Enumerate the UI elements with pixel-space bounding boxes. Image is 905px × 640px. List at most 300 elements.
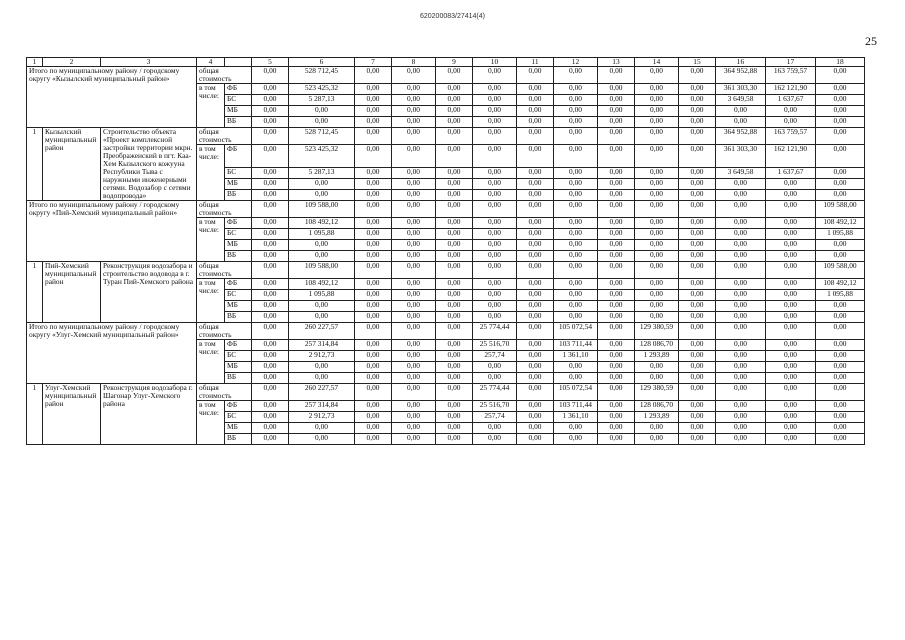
value-cell: 0,00	[816, 67, 865, 84]
table-row	[27, 67, 865, 84]
value-cell: 0,00	[517, 362, 554, 373]
value-cell: 0,00	[716, 434, 766, 445]
value-cell: 0,00	[392, 179, 436, 190]
value-cell: 0,00	[716, 279, 766, 290]
value-cell: 0,00	[635, 179, 679, 190]
value-cell: 0,00	[716, 201, 766, 218]
value-cell: 0,00	[816, 434, 865, 445]
value-cell: 0,00	[679, 423, 716, 434]
value-cell: 0,00	[679, 229, 716, 240]
value-cell: 1 637,67	[766, 95, 816, 106]
value-cell: 0,00	[517, 401, 554, 412]
value-cell: 0,00	[436, 279, 473, 290]
value-cell: 0,00	[473, 301, 517, 312]
value-cell: 0,00	[517, 312, 554, 323]
value-cell: 0,00	[816, 128, 865, 145]
source-code: БС	[225, 290, 252, 301]
value-cell: 0,00	[436, 145, 473, 168]
value-cell: 0,00	[766, 262, 816, 279]
value-cell: 162 121,90	[766, 145, 816, 168]
value-cell: 0,00	[716, 423, 766, 434]
value-cell: 0,00	[252, 412, 289, 423]
value-cell: 0,00	[766, 290, 816, 301]
value-cell: 0,00	[473, 117, 517, 128]
document-id: 620200083/27414(4)	[419, 13, 485, 20]
value-cell: 0,00	[598, 312, 635, 323]
value-cell: 0,00	[766, 423, 816, 434]
value-cell: 0,00	[436, 218, 473, 229]
value-cell: 0,00	[716, 190, 766, 201]
value-cell: 0,00	[766, 201, 816, 218]
value-cell: 0,00	[517, 373, 554, 384]
value-cell: 0,00	[635, 190, 679, 201]
value-cell: 0,00	[635, 67, 679, 84]
value-cell: 0,00	[635, 279, 679, 290]
value-cell: 0,00	[598, 168, 635, 179]
value-cell: 108 492,12	[816, 218, 865, 229]
value-cell: 25 516,70	[473, 340, 517, 351]
value-cell: 0,00	[289, 362, 355, 373]
value-cell: 0,00	[252, 201, 289, 218]
value-cell: 0,00	[517, 229, 554, 240]
value-cell: 0,00	[554, 190, 598, 201]
value-cell: 0,00	[517, 218, 554, 229]
value-cell: 0,00	[355, 340, 392, 351]
summary-title: Итого по муниципальному району / городскому округу «Пий-Хемский муниципальный район»	[27, 201, 197, 262]
value-cell: 0,00	[252, 323, 289, 340]
value-cell: 0,00	[252, 401, 289, 412]
value-cell: 0,00	[554, 95, 598, 106]
value-cell: 0,00	[392, 95, 436, 106]
value-cell: 0,00	[436, 301, 473, 312]
value-cell: 0,00	[635, 84, 679, 95]
source-code: МБ	[225, 423, 252, 434]
source-code: БС	[225, 168, 252, 179]
source-code: МБ	[225, 362, 252, 373]
header-cell: 12	[554, 58, 598, 67]
value-cell: 0,00	[598, 412, 635, 423]
value-cell: 0,00	[517, 179, 554, 190]
value-cell: 0,00	[766, 401, 816, 412]
value-cell: 0,00	[517, 201, 554, 218]
value-cell: 0,00	[355, 373, 392, 384]
value-cell: 108 492,12	[816, 279, 865, 290]
value-cell: 0,00	[252, 423, 289, 434]
cost-label: общая стоимость	[197, 67, 252, 84]
value-cell: 0,00	[716, 251, 766, 262]
value-cell: 0,00	[473, 290, 517, 301]
value-cell: 0,00	[554, 128, 598, 145]
source-code: МБ	[225, 179, 252, 190]
value-cell: 0,00	[252, 106, 289, 117]
value-cell: 0,00	[554, 218, 598, 229]
value-cell: 0,00	[289, 179, 355, 190]
value-cell: 0,00	[598, 279, 635, 290]
value-cell: 0,00	[289, 117, 355, 128]
value-cell: 0,00	[436, 106, 473, 117]
source-code: ФБ	[225, 218, 252, 229]
value-cell: 0,00	[716, 229, 766, 240]
value-cell: 0,00	[289, 312, 355, 323]
value-cell: 0,00	[679, 434, 716, 445]
value-cell: 0,00	[392, 373, 436, 384]
value-cell: 3 649,58	[716, 168, 766, 179]
value-cell: 361 303,30	[716, 84, 766, 95]
value-cell: 0,00	[252, 434, 289, 445]
value-cell: 0,00	[635, 362, 679, 373]
cost-label: общая стоимость	[197, 262, 252, 279]
value-cell: 1 361,10	[554, 351, 598, 362]
value-cell: 0,00	[517, 262, 554, 279]
source-code: ФБ	[225, 145, 252, 168]
header-cell: 2	[43, 58, 101, 67]
value-cell: 1 095,88	[816, 229, 865, 240]
value-cell: 0,00	[554, 106, 598, 117]
value-cell: 109 588,00	[289, 262, 355, 279]
value-cell: 0,00	[766, 362, 816, 373]
value-cell: 0,00	[716, 240, 766, 251]
value-cell: 0,00	[766, 229, 816, 240]
value-cell: 0,00	[816, 190, 865, 201]
value-cell: 129 380,59	[635, 384, 679, 401]
value-cell: 0,00	[598, 201, 635, 218]
value-cell: 0,00	[355, 117, 392, 128]
value-cell: 0,00	[392, 312, 436, 323]
value-cell: 0,00	[517, 251, 554, 262]
value-cell: 0,00	[252, 312, 289, 323]
row-number: 1	[27, 384, 43, 445]
value-cell: 0,00	[766, 351, 816, 362]
source-code: ВБ	[225, 251, 252, 262]
value-cell: 0,00	[554, 201, 598, 218]
value-cell: 0,00	[252, 84, 289, 95]
value-cell: 103 711,44	[554, 340, 598, 351]
value-cell: 0,00	[392, 362, 436, 373]
value-cell: 0,00	[766, 279, 816, 290]
value-cell: 0,00	[392, 128, 436, 145]
header-cell: 10	[473, 58, 517, 67]
value-cell: 0,00	[598, 117, 635, 128]
value-cell: 0,00	[473, 106, 517, 117]
source-code: ФБ	[225, 279, 252, 290]
value-cell: 0,00	[598, 423, 635, 434]
value-cell: 0,00	[473, 201, 517, 218]
header-cell: 4	[197, 58, 225, 67]
value-cell: 162 121,90	[766, 84, 816, 95]
value-cell: 0,00	[554, 84, 598, 95]
value-cell: 0,00	[252, 373, 289, 384]
cost-label: общая стоимость	[197, 384, 252, 401]
value-cell: 0,00	[635, 117, 679, 128]
value-cell: 0,00	[436, 290, 473, 301]
value-cell: 0,00	[392, 323, 436, 340]
value-cell: 0,00	[392, 423, 436, 434]
value-cell: 0,00	[473, 179, 517, 190]
value-cell: 0,00	[392, 67, 436, 84]
value-cell: 0,00	[679, 290, 716, 301]
row-number: 1	[27, 128, 43, 201]
value-cell: 0,00	[517, 323, 554, 340]
value-cell: 0,00	[473, 168, 517, 179]
value-cell: 0,00	[716, 312, 766, 323]
value-cell: 0,00	[252, 262, 289, 279]
source-code: ВБ	[225, 373, 252, 384]
value-cell: 0,00	[436, 401, 473, 412]
value-cell: 0,00	[473, 373, 517, 384]
value-cell: 0,00	[289, 106, 355, 117]
table-row	[27, 128, 865, 145]
value-cell: 0,00	[355, 218, 392, 229]
district-name: Пий-Хемский муниципальный район	[43, 262, 101, 323]
value-cell: 0,00	[598, 362, 635, 373]
value-cell: 0,00	[252, 251, 289, 262]
value-cell: 0,00	[679, 218, 716, 229]
value-cell: 0,00	[816, 168, 865, 179]
value-cell: 0,00	[679, 117, 716, 128]
value-cell: 0,00	[436, 384, 473, 401]
value-cell: 0,00	[716, 323, 766, 340]
value-cell: 0,00	[635, 229, 679, 240]
value-cell: 0,00	[716, 262, 766, 279]
value-cell: 0,00	[554, 179, 598, 190]
source-code: ФБ	[225, 340, 252, 351]
value-cell: 0,00	[392, 190, 436, 201]
value-cell: 129 380,59	[635, 323, 679, 340]
value-cell: 0,00	[598, 262, 635, 279]
value-cell: 0,00	[766, 190, 816, 201]
value-cell: 0,00	[436, 229, 473, 240]
value-cell: 0,00	[517, 67, 554, 84]
value-cell: 0,00	[816, 351, 865, 362]
value-cell: 0,00	[716, 117, 766, 128]
value-cell: 0,00	[436, 117, 473, 128]
value-cell: 0,00	[392, 384, 436, 401]
value-cell: 0,00	[252, 67, 289, 84]
value-cell: 1 095,88	[289, 290, 355, 301]
value-cell: 0,00	[679, 412, 716, 423]
source-code: ВБ	[225, 190, 252, 201]
value-cell: 0,00	[679, 373, 716, 384]
header-cell: 6	[289, 58, 355, 67]
value-cell: 0,00	[517, 145, 554, 168]
value-cell: 0,00	[679, 340, 716, 351]
value-cell: 0,00	[436, 190, 473, 201]
value-cell: 0,00	[436, 168, 473, 179]
value-cell: 0,00	[252, 301, 289, 312]
value-cell: 0,00	[289, 251, 355, 262]
value-cell: 0,00	[392, 106, 436, 117]
value-cell: 0,00	[252, 351, 289, 362]
value-cell: 0,00	[252, 384, 289, 401]
value-cell: 1 293,89	[635, 351, 679, 362]
incl-label: в том числе:	[197, 84, 225, 128]
header-cell: 18	[816, 58, 865, 67]
value-cell: 0,00	[355, 240, 392, 251]
value-cell: 0,00	[554, 168, 598, 179]
value-cell: 0,00	[679, 67, 716, 84]
value-cell: 0,00	[716, 351, 766, 362]
value-cell: 0,00	[517, 279, 554, 290]
value-cell: 0,00	[355, 84, 392, 95]
source-code: МБ	[225, 106, 252, 117]
value-cell: 0,00	[554, 229, 598, 240]
value-cell: 0,00	[392, 168, 436, 179]
value-cell: 0,00	[598, 401, 635, 412]
incl-label: в том числе:	[197, 218, 225, 262]
header-cell: 11	[517, 58, 554, 67]
value-cell: 0,00	[766, 218, 816, 229]
value-cell: 0,00	[635, 301, 679, 312]
value-cell: 0,00	[598, 229, 635, 240]
value-cell: 0,00	[355, 351, 392, 362]
value-cell: 0,00	[355, 145, 392, 168]
value-cell: 0,00	[635, 201, 679, 218]
value-cell: 0,00	[598, 434, 635, 445]
value-cell: 0,00	[598, 240, 635, 251]
value-cell: 0,00	[716, 412, 766, 423]
value-cell: 0,00	[816, 373, 865, 384]
value-cell: 0,00	[436, 179, 473, 190]
table-row	[27, 323, 865, 340]
value-cell: 0,00	[554, 301, 598, 312]
value-cell: 0,00	[635, 240, 679, 251]
value-cell: 0,00	[816, 179, 865, 190]
value-cell: 163 759,57	[766, 67, 816, 84]
value-cell: 0,00	[355, 251, 392, 262]
value-cell: 0,00	[289, 423, 355, 434]
value-cell: 0,00	[436, 434, 473, 445]
value-cell: 0,00	[392, 240, 436, 251]
incl-label: в том числе:	[197, 279, 225, 323]
incl-label: в том числе:	[197, 401, 225, 445]
value-cell: 0,00	[554, 312, 598, 323]
value-cell: 0,00	[679, 384, 716, 401]
value-cell: 0,00	[517, 106, 554, 117]
value-cell: 0,00	[517, 423, 554, 434]
value-cell: 0,00	[436, 84, 473, 95]
project-name: Строительство объекта «Проект комплексной застройки территории мкрн. Преображенский в пгт. Каа-Хем Кызылского кожууна Республики Тыва с наружными инженерными сетями. Водозабор с сетями водопровода»	[101, 128, 197, 201]
value-cell: 0,00	[289, 301, 355, 312]
value-cell: 0,00	[252, 229, 289, 240]
value-cell: 0,00	[766, 312, 816, 323]
value-cell: 0,00	[392, 251, 436, 262]
value-cell: 0,00	[598, 128, 635, 145]
value-cell: 0,00	[473, 95, 517, 106]
value-cell: 0,00	[473, 145, 517, 168]
value-cell: 528 712,45	[289, 128, 355, 145]
value-cell: 1 637,67	[766, 168, 816, 179]
header-cell: 5	[252, 58, 289, 67]
value-cell: 0,00	[679, 106, 716, 117]
incl-label: в том числе:	[197, 340, 225, 384]
cost-label: общая стоимость	[197, 128, 252, 145]
value-cell: 5 287,13	[289, 95, 355, 106]
value-cell: 0,00	[598, 84, 635, 95]
value-cell: 0,00	[436, 323, 473, 340]
value-cell: 0,00	[598, 179, 635, 190]
value-cell: 0,00	[679, 323, 716, 340]
header-cell: 14	[635, 58, 679, 67]
value-cell: 0,00	[473, 423, 517, 434]
summary-title: Итого по муниципальному району / городскому округу «Кызылский муниципальный район»	[27, 67, 197, 128]
header-cell: 15	[679, 58, 716, 67]
value-cell: 0,00	[392, 301, 436, 312]
value-cell: 0,00	[473, 190, 517, 201]
value-cell: 0,00	[598, 373, 635, 384]
source-code: ВБ	[225, 434, 252, 445]
value-cell: 1 095,88	[289, 229, 355, 240]
value-cell: 0,00	[355, 412, 392, 423]
value-cell: 103 711,44	[554, 401, 598, 412]
value-cell: 0,00	[554, 423, 598, 434]
value-cell: 260 227,57	[289, 384, 355, 401]
value-cell: 0,00	[635, 312, 679, 323]
incl-label: в том числе:	[197, 145, 225, 201]
value-cell: 0,00	[816, 106, 865, 117]
table-row	[27, 201, 865, 218]
value-cell: 0,00	[598, 145, 635, 168]
value-cell: 0,00	[816, 301, 865, 312]
table-body	[27, 58, 865, 445]
source-code: ФБ	[225, 84, 252, 95]
value-cell: 0,00	[517, 301, 554, 312]
value-cell: 0,00	[473, 251, 517, 262]
value-cell: 0,00	[436, 240, 473, 251]
value-cell: 0,00	[252, 190, 289, 201]
value-cell: 128 086,70	[635, 340, 679, 351]
value-cell: 0,00	[436, 340, 473, 351]
value-cell: 0,00	[554, 362, 598, 373]
value-cell: 0,00	[716, 179, 766, 190]
value-cell: 0,00	[392, 201, 436, 218]
header-cell: 1	[27, 58, 43, 67]
value-cell: 0,00	[679, 312, 716, 323]
value-cell: 0,00	[598, 67, 635, 84]
value-cell: 0,00	[473, 67, 517, 84]
value-cell: 0,00	[436, 423, 473, 434]
value-cell: 0,00	[473, 229, 517, 240]
value-cell: 0,00	[392, 279, 436, 290]
value-cell: 0,00	[473, 218, 517, 229]
value-cell: 0,00	[554, 262, 598, 279]
value-cell: 0,00	[436, 412, 473, 423]
value-cell: 0,00	[473, 128, 517, 145]
value-cell: 105 072,54	[554, 323, 598, 340]
value-cell: 0,00	[598, 351, 635, 362]
value-cell: 105 072,54	[554, 384, 598, 401]
value-cell: 0,00	[816, 240, 865, 251]
value-cell: 0,00	[436, 251, 473, 262]
value-cell: 0,00	[473, 279, 517, 290]
header-row	[27, 58, 865, 67]
value-cell: 0,00	[289, 434, 355, 445]
value-cell: 0,00	[517, 240, 554, 251]
value-cell: 0,00	[252, 95, 289, 106]
source-code: БС	[225, 95, 252, 106]
value-cell: 0,00	[392, 351, 436, 362]
value-cell: 0,00	[252, 128, 289, 145]
value-cell: 0,00	[517, 340, 554, 351]
value-cell: 0,00	[554, 67, 598, 84]
value-cell: 0,00	[716, 301, 766, 312]
value-cell: 109 588,00	[816, 201, 865, 218]
value-cell: 0,00	[355, 201, 392, 218]
value-cell: 0,00	[355, 190, 392, 201]
value-cell: 0,00	[635, 251, 679, 262]
source-code: ФБ	[225, 401, 252, 412]
value-cell: 0,00	[816, 423, 865, 434]
value-cell: 128 086,70	[635, 401, 679, 412]
